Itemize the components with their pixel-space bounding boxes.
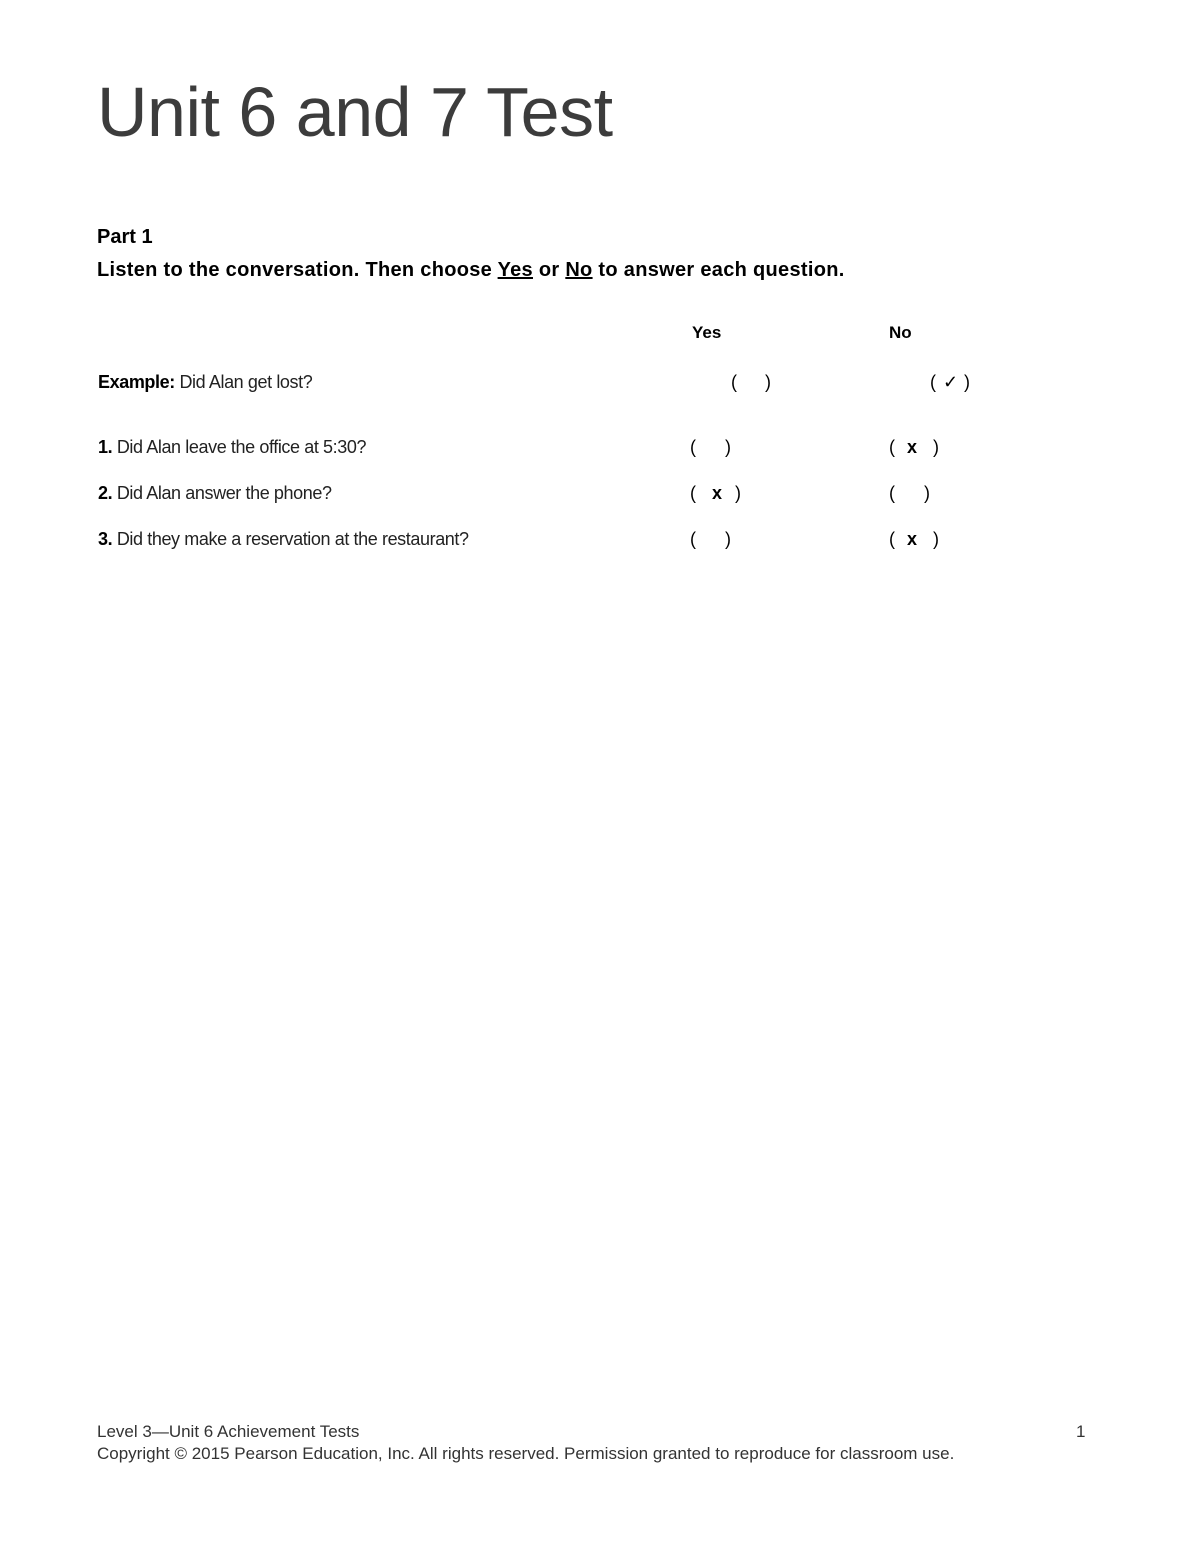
- page-number: 1: [1076, 1422, 1086, 1441]
- no-mark: x: [907, 529, 918, 549]
- question-label: Did they make a reservation at the restaurant?: [116, 529, 469, 549]
- question-number: 2.: [98, 483, 113, 503]
- example-label: Example:: [98, 372, 175, 392]
- yes-mark: x: [712, 483, 723, 503]
- paren-close: ): [765, 372, 771, 392]
- example-row: [97, 371, 1097, 395]
- yes-choice[interactable]: [690, 436, 750, 458]
- paren-close: ): [725, 529, 731, 549]
- column-header-yes: Yes: [692, 323, 722, 342]
- no-choice[interactable]: [889, 482, 949, 504]
- example-yes-choice[interactable]: [731, 371, 791, 393]
- part-heading: Part 1: [97, 226, 153, 248]
- paren-close: ): [933, 437, 939, 457]
- instructions-text-post: to answer each question.: [592, 259, 845, 281]
- question-row: [97, 482, 1097, 506]
- no-choice[interactable]: [889, 528, 949, 550]
- paren-close: ): [933, 529, 939, 549]
- question-row: [97, 436, 1097, 460]
- question-row: [97, 528, 1097, 552]
- paren-close: ): [735, 483, 741, 503]
- paren-close: ): [725, 437, 731, 457]
- paren-open: (: [690, 529, 696, 549]
- question-number: 3.: [98, 529, 113, 549]
- no-mark: x: [907, 437, 918, 457]
- example-no-choice[interactable]: [930, 371, 990, 393]
- no-choice[interactable]: [889, 436, 949, 458]
- paren-open: (: [930, 372, 936, 392]
- question-label: Did Alan leave the office at 5:30?: [116, 437, 367, 457]
- paren-close: ): [964, 372, 970, 392]
- question-text: [98, 482, 332, 504]
- part-instructions: [97, 258, 845, 282]
- instructions-text-pre: Listen to the conversation. Then choose: [97, 259, 498, 281]
- instructions-option-yes: Yes: [497, 259, 533, 281]
- example-question: [98, 371, 312, 393]
- paren-open: (: [690, 483, 696, 503]
- paren-close: ): [924, 483, 930, 503]
- question-text: [98, 528, 469, 550]
- yes-choice[interactable]: [690, 528, 750, 550]
- question-label: Did Alan answer the phone?: [116, 483, 332, 503]
- example-no-mark: ✓: [943, 372, 959, 392]
- column-header-no: No: [889, 323, 912, 342]
- footer-level: Level 3—Unit 6 Achievement Tests: [97, 1422, 360, 1441]
- paren-open: (: [690, 437, 696, 457]
- footer-copyright: Copyright © 2015 Pearson Education, Inc. All rights reserved. Permission granted to reproduce for classroom use.: [97, 1444, 955, 1463]
- paren-open: (: [889, 529, 895, 549]
- page-title: Unit 6 and 7 Test: [97, 73, 613, 151]
- paren-open: (: [889, 483, 895, 503]
- example-question-text: Did Alan get lost?: [179, 372, 313, 392]
- question-number: 1.: [98, 437, 113, 457]
- yes-choice[interactable]: [690, 482, 750, 504]
- instructions-option-no: No: [565, 259, 593, 281]
- instructions-text-mid: or: [532, 259, 566, 281]
- paren-open: (: [731, 372, 737, 392]
- paren-open: (: [889, 437, 895, 457]
- question-text: [98, 436, 366, 458]
